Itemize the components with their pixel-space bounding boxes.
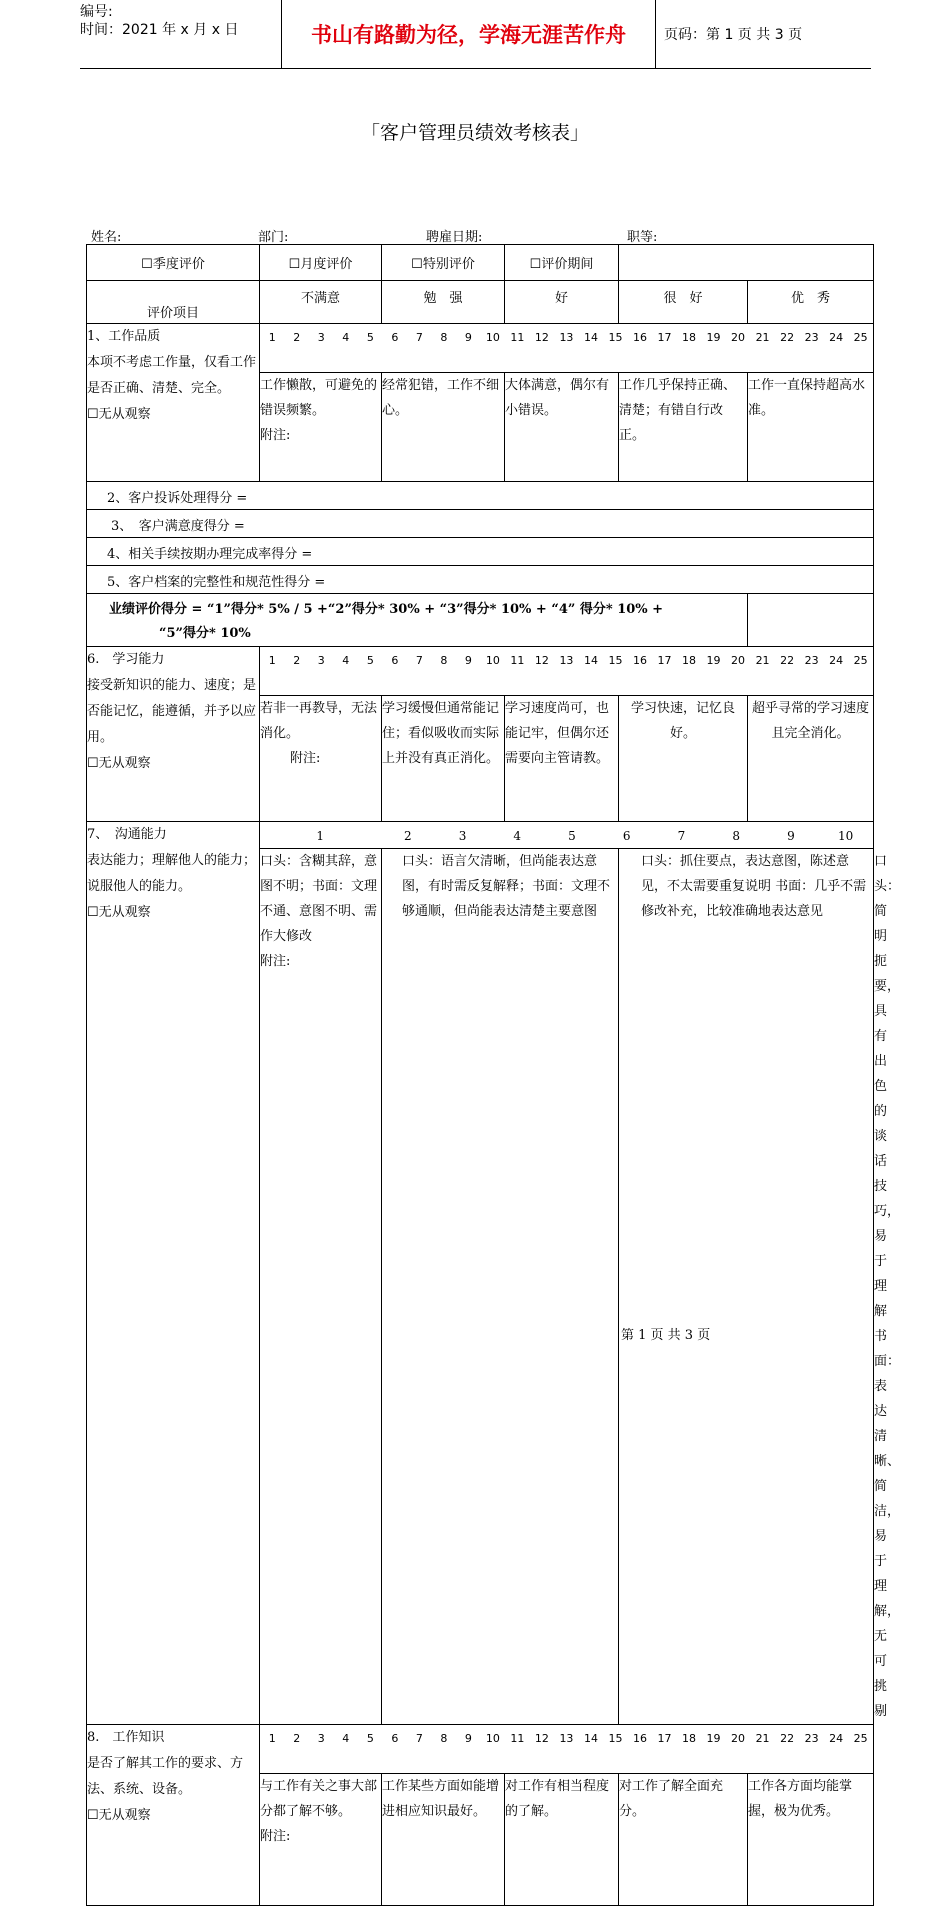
knowledge-level-2: 工作某些方面如能增进相应知识最好。 xyxy=(382,1774,505,1906)
score-option[interactable]: 12 xyxy=(534,654,549,667)
score-option[interactable]: 5 xyxy=(568,829,576,843)
learning-level-5: 超乎寻常的学习速度且完全消化。 xyxy=(748,696,874,822)
hire-date-field: 聘雇日期: xyxy=(426,230,483,245)
score-option[interactable]: 5 xyxy=(366,331,374,344)
satisfaction-row xyxy=(87,510,874,538)
learning-level-3: 学习速度尚可，也能记牢，但偶尔还需要向主管请教。 xyxy=(505,696,619,822)
formula-cell xyxy=(87,594,748,647)
score-option[interactable]: 3 xyxy=(458,829,467,843)
quality-score-scale xyxy=(260,324,874,373)
quality-label-cell xyxy=(87,324,260,482)
knowledge-title: 8. 工作知识 xyxy=(87,1730,165,1745)
score-option[interactable]: 7 xyxy=(415,654,423,667)
evaluation-table xyxy=(86,244,901,1906)
score-option[interactable]: 25 xyxy=(853,654,868,667)
score-option[interactable]: 20 xyxy=(731,1732,746,1745)
archive-score[interactable]: 5、客户档案的完整性和规范性得分 = xyxy=(87,566,874,594)
score-option[interactable]: 11 xyxy=(510,1732,525,1745)
level-header-row xyxy=(87,281,874,324)
communication-desc-row: 口头：含糊其辞，意图不明；书面：文理不通、意图不明、需作大修改 附注: 口头：语言欠清晰，但尚能表达意图，有时需反复解释；书面：文理不够通顺，但尚能表达清楚主要意图 口头：抓住要点，表达意图，陈述意见，不太需要重复说明 书面：几乎不需修改补充，比较准确地表达意见 口头：简明扼要，具有出色的谈话技巧，易于理解 书面：表达清晰、简洁，易于理解，无可挑剔 xyxy=(87,849,874,1725)
level-unsatisfied: 不满意 xyxy=(260,281,382,324)
score-option[interactable]: 20 xyxy=(731,654,746,667)
communication-level-2: 口头：语言欠清晰，但尚能表达意图，有时需反复解释；书面：文理不够通顺，但尚能表达清楚主要意图 xyxy=(382,849,619,1725)
score-option[interactable]: 6 xyxy=(391,331,399,344)
score-option[interactable]: 16 xyxy=(632,1732,647,1745)
score-option[interactable]: 1 xyxy=(316,829,325,843)
score-option[interactable]: 23 xyxy=(804,654,819,667)
quality-scale-row xyxy=(87,324,874,373)
score-option[interactable]: 3 xyxy=(317,1732,325,1745)
score-option[interactable]: 6 xyxy=(391,654,399,667)
time-label: 时间：2021 年 x 月 x 日 xyxy=(80,22,239,38)
complaint-row xyxy=(87,482,874,510)
score-option[interactable]: 1 xyxy=(268,331,276,344)
score-option[interactable]: 23 xyxy=(804,331,819,344)
quality-level-2: 经常犯错，工作不细心。 xyxy=(382,373,505,482)
eval-type-row xyxy=(87,245,874,281)
score-option[interactable]: 24 xyxy=(829,654,844,667)
level-text: 与工作有关之事大部分都了解不够。 xyxy=(260,1779,378,1819)
eval-type-special[interactable]: ☐特别评价 xyxy=(382,245,505,281)
score-option[interactable]: 10 xyxy=(838,829,854,843)
score-option[interactable]: 2 xyxy=(403,829,412,843)
score-option[interactable]: 14 xyxy=(583,1732,598,1745)
score-option[interactable]: 19 xyxy=(706,331,721,344)
communication-desc: 表达能力；理解他人的能力；说服他人的能力。 xyxy=(87,853,257,894)
score-option[interactable]: 19 xyxy=(706,1732,721,1745)
header-left xyxy=(80,3,280,39)
page-header xyxy=(80,0,871,69)
eval-period-value xyxy=(619,245,874,281)
quality-no-observe[interactable]: ☐无从观察 xyxy=(87,407,151,422)
note-label: 附注: xyxy=(290,751,321,766)
score-option[interactable]: 19 xyxy=(706,654,721,667)
score-option[interactable]: 18 xyxy=(682,1732,697,1745)
score-option[interactable]: 14 xyxy=(583,654,598,667)
score-option[interactable]: 20 xyxy=(731,331,746,344)
score-option[interactable]: 22 xyxy=(780,1732,795,1745)
score-option[interactable]: 12 xyxy=(534,1732,549,1745)
knowledge-score-scale xyxy=(260,1725,874,1774)
knowledge-level-4: 对工作了解全面充分。 xyxy=(619,1774,748,1906)
name-field: 姓名: xyxy=(91,230,122,245)
communication-title: 7、 沟通能力 xyxy=(87,827,167,842)
score-option[interactable]: 5 xyxy=(366,1732,374,1745)
score-option[interactable]: 4 xyxy=(342,654,350,667)
number-label: 编号: xyxy=(80,4,113,20)
communication-scale-row xyxy=(87,822,874,849)
score-option[interactable]: 21 xyxy=(755,654,770,667)
learning-score-scale xyxy=(260,647,874,696)
knowledge-no-observe[interactable]: ☐无从观察 xyxy=(87,1808,151,1823)
quality-level-3: 大体满意，偶尔有小错误。 xyxy=(505,373,619,482)
score-option[interactable]: 7 xyxy=(415,1732,423,1745)
score-option[interactable]: 2 xyxy=(293,654,301,667)
quality-title: 1、工作品质 xyxy=(87,329,161,344)
level-text: 口头：含糊其辞，意图不明；书面：文理不通、意图不明、需作大修改 xyxy=(260,854,378,944)
score-option[interactable]: 15 xyxy=(608,1732,623,1745)
score-option[interactable]: 12 xyxy=(534,331,549,344)
quality-level-4: 工作几乎保持正确、清楚；有错自行改正。 xyxy=(619,373,748,482)
level-text: 若非一再教导，无法消化。 xyxy=(260,701,378,741)
score-option[interactable]: 16 xyxy=(632,654,647,667)
score-option[interactable]: 25 xyxy=(853,331,868,344)
score-option[interactable]: 17 xyxy=(657,331,672,344)
level-barely: 勉 强 xyxy=(382,281,505,324)
formula-line-2: “5”得分* 10% xyxy=(159,626,251,641)
score-option[interactable]: 17 xyxy=(657,654,672,667)
score-option[interactable]: 8 xyxy=(440,654,448,667)
score-option[interactable]: 16 xyxy=(632,331,647,344)
score-option[interactable]: 25 xyxy=(853,1732,868,1745)
score-option[interactable]: 5 xyxy=(366,654,374,667)
score-option[interactable]: 21 xyxy=(755,331,770,344)
score-option[interactable]: 6 xyxy=(622,829,631,843)
level-text: 工作懒散，可避免的错误频繁。 xyxy=(260,378,378,418)
score-option[interactable]: 4 xyxy=(342,1732,350,1745)
score-option[interactable]: 1 xyxy=(268,1732,276,1745)
learning-level-2: 学习缓慢但通常能记住；看似吸收而实际上并没有真正消化。 xyxy=(382,696,505,822)
learning-title: 6. 学习能力 xyxy=(87,652,165,667)
note-label: 附注: xyxy=(260,1829,291,1844)
score-option[interactable]: 1 xyxy=(268,654,276,667)
score-option[interactable]: 10 xyxy=(485,1732,500,1745)
score-option[interactable]: 6 xyxy=(391,1732,399,1745)
score-option[interactable]: 9 xyxy=(464,331,472,344)
learning-scale-row xyxy=(87,647,874,696)
renewal-row xyxy=(87,538,874,566)
communication-level-3: 口头：抓住要点，表达意图，陈述意见，不太需要重复说明 书面：几乎不需修改补充，比较准确地表达意见 xyxy=(619,849,874,1725)
rank-field: 职等: xyxy=(627,230,658,245)
level-excellent: 优 秀 xyxy=(748,281,874,324)
score-option[interactable]: 8 xyxy=(440,1732,448,1745)
score-option[interactable]: 15 xyxy=(608,331,623,344)
level-good: 好 xyxy=(505,281,619,324)
page-info: 页码：第 1 页 共 3 页 xyxy=(664,27,803,43)
score-option[interactable]: 2 xyxy=(293,1732,301,1745)
quality-level-1 xyxy=(260,373,382,482)
score-option[interactable]: 7 xyxy=(415,331,423,344)
score-option[interactable]: 13 xyxy=(559,654,574,667)
score-option[interactable]: 3 xyxy=(317,654,325,667)
eval-type-quarter[interactable]: ☐季度评价 xyxy=(87,245,260,281)
score-option[interactable]: 13 xyxy=(559,1732,574,1745)
knowledge-label-cell xyxy=(87,1725,260,1906)
score-option[interactable]: 11 xyxy=(510,654,525,667)
learning-level-4: 学习快速，记忆良好。 xyxy=(619,696,748,822)
dept-field: 部门: xyxy=(258,230,289,245)
score-option[interactable]: 13 xyxy=(559,331,574,344)
score-option[interactable]: 9 xyxy=(464,1732,472,1745)
score-option[interactable]: 21 xyxy=(755,1732,770,1745)
learning-desc: 接受新知识的能力、速度；是否能记忆，能遵循，并予以应用。 xyxy=(87,678,257,745)
score-option[interactable]: 10 xyxy=(485,331,500,344)
score-option[interactable]: 7 xyxy=(677,829,686,843)
score-option[interactable]: 23 xyxy=(804,1732,819,1745)
score-option[interactable]: 18 xyxy=(682,654,697,667)
score-option[interactable]: 4 xyxy=(513,829,522,843)
score-option[interactable]: 3 xyxy=(317,331,325,344)
eval-type-month[interactable]: ☐月度评价 xyxy=(260,245,382,281)
communication-no-observe[interactable]: ☐无从观察 xyxy=(87,905,151,920)
score-option[interactable]: 15 xyxy=(608,654,623,667)
score-option[interactable]: 2 xyxy=(293,331,301,344)
score-option[interactable]: 9 xyxy=(464,654,472,667)
knowledge-level-1 xyxy=(260,1774,382,1906)
knowledge-scale-row xyxy=(87,1725,874,1774)
satisfaction-score[interactable]: 3、 客户满意度得分 = xyxy=(87,510,874,538)
learning-no-observe[interactable]: ☐无从观察 xyxy=(87,756,151,771)
page-title: 「客户管理员绩效考核表」 xyxy=(360,122,589,144)
score-option[interactable]: 9 xyxy=(787,829,795,843)
score-option[interactable]: 17 xyxy=(657,1732,672,1745)
score-option[interactable]: 24 xyxy=(829,1732,844,1745)
knowledge-level-3: 对工作有相当程度的了解。 xyxy=(505,1774,619,1906)
learning-level-1 xyxy=(260,696,382,822)
quality-level-5: 工作一直保持超高水准。 xyxy=(748,373,874,482)
knowledge-desc: 是否了解其工作的要求、方法、系统、设备。 xyxy=(87,1756,244,1797)
score-option[interactable]: 22 xyxy=(780,331,795,344)
score-option[interactable]: 14 xyxy=(583,331,598,344)
score-option[interactable]: 10 xyxy=(485,654,500,667)
communication-level-1 xyxy=(260,849,382,1725)
formula-line-1: 业绩评价得分 = “1”得分* 5% / 5 +“2”得分* 30% + “3”得分* 10% + “4” 得分* 10% + xyxy=(109,602,664,617)
knowledge-level-5: 工作各方面均能掌握，极为优秀。 xyxy=(748,1774,874,1906)
score-option[interactable]: 18 xyxy=(682,331,697,344)
page-footer: 第 1 页 共 3 页 xyxy=(621,1328,711,1343)
score-option[interactable]: 11 xyxy=(510,331,525,344)
score-option[interactable]: 8 xyxy=(732,829,740,843)
level-very-good: 很 好 xyxy=(619,281,748,324)
quality-desc: 本项不考虑工作量，仅看工作是否正确、清楚、完全。 xyxy=(87,355,257,396)
renewal-score[interactable]: 4、相关手续按期办理完成率得分 = xyxy=(87,538,874,566)
motto: 书山有路勤为径，学海无涯苦作舟 xyxy=(281,0,656,68)
eval-type-period[interactable]: ☐评价期间 xyxy=(505,245,619,281)
score-option[interactable]: 24 xyxy=(829,331,844,344)
score-option[interactable]: 4 xyxy=(342,331,350,344)
note-label: 附注: xyxy=(260,954,291,969)
note-label: 附注: xyxy=(260,428,291,443)
formula-row xyxy=(87,594,874,647)
score-option[interactable]: 22 xyxy=(780,654,795,667)
formula-score[interactable] xyxy=(748,594,874,647)
eval-item-label: 评价项目 xyxy=(87,281,260,324)
score-option[interactable]: 8 xyxy=(440,331,448,344)
learning-label-cell xyxy=(87,647,260,822)
communication-score-scale xyxy=(260,822,874,849)
archive-row xyxy=(87,566,874,594)
communication-label-cell xyxy=(87,822,260,1725)
complaint-score[interactable]: 2、客户投诉处理得分 = xyxy=(87,482,874,510)
